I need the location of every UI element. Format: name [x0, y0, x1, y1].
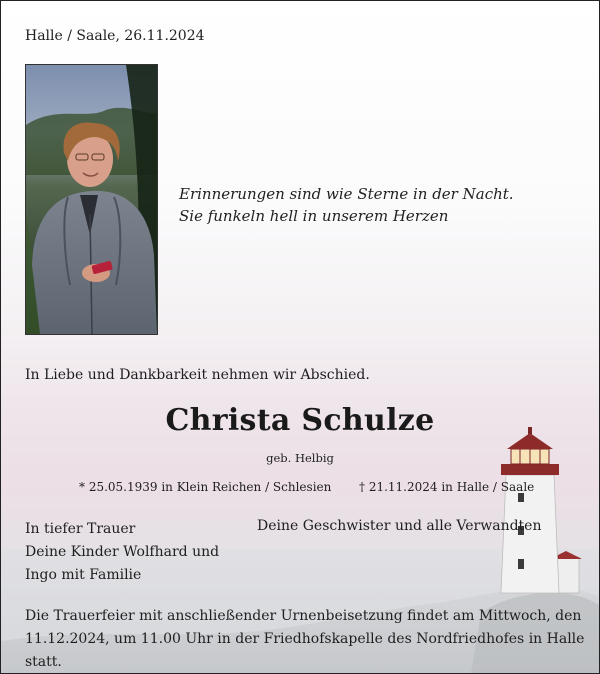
- deceased-name: Christa Schulze: [165, 403, 435, 438]
- farewell-line: In Liebe und Dankbarkeit nehmen wir Abschied.: [25, 367, 370, 383]
- mourners-relatives: Deine Geschwister und alle Verwandten: [257, 518, 542, 534]
- birth-date: * 25.05.1939 in Klein Reichen / Schlesien: [79, 480, 332, 494]
- death-date: † 21.11.2024 in Halle / Saale: [359, 480, 535, 494]
- mourners-children: [25, 518, 219, 587]
- maiden-name: geb. Helbig: [266, 451, 334, 465]
- service-notice: Die Trauerfeier mit anschließender Urnenbeisetzung findet am Mittwoch, den 11.12.2024, um 11.00 Uhr in der Friedhofskapelle des Nordfriedhofes in Halle statt.: [25, 608, 585, 670]
- portrait-photo-icon: [25, 64, 158, 335]
- mourners-line: Ingo mit Familie: [25, 567, 142, 583]
- mourners-line: Deine Kinder Wolfhard und: [25, 544, 220, 560]
- memorial-quote: Erinnerungen sind wie Sterne in der Nacht. Sie funkeln hell in unserem Herzen: [179, 185, 514, 225]
- place-date: Halle / Saale, 26.11.2024: [25, 28, 205, 44]
- mourners-line: In tiefer Trauer: [25, 521, 136, 537]
